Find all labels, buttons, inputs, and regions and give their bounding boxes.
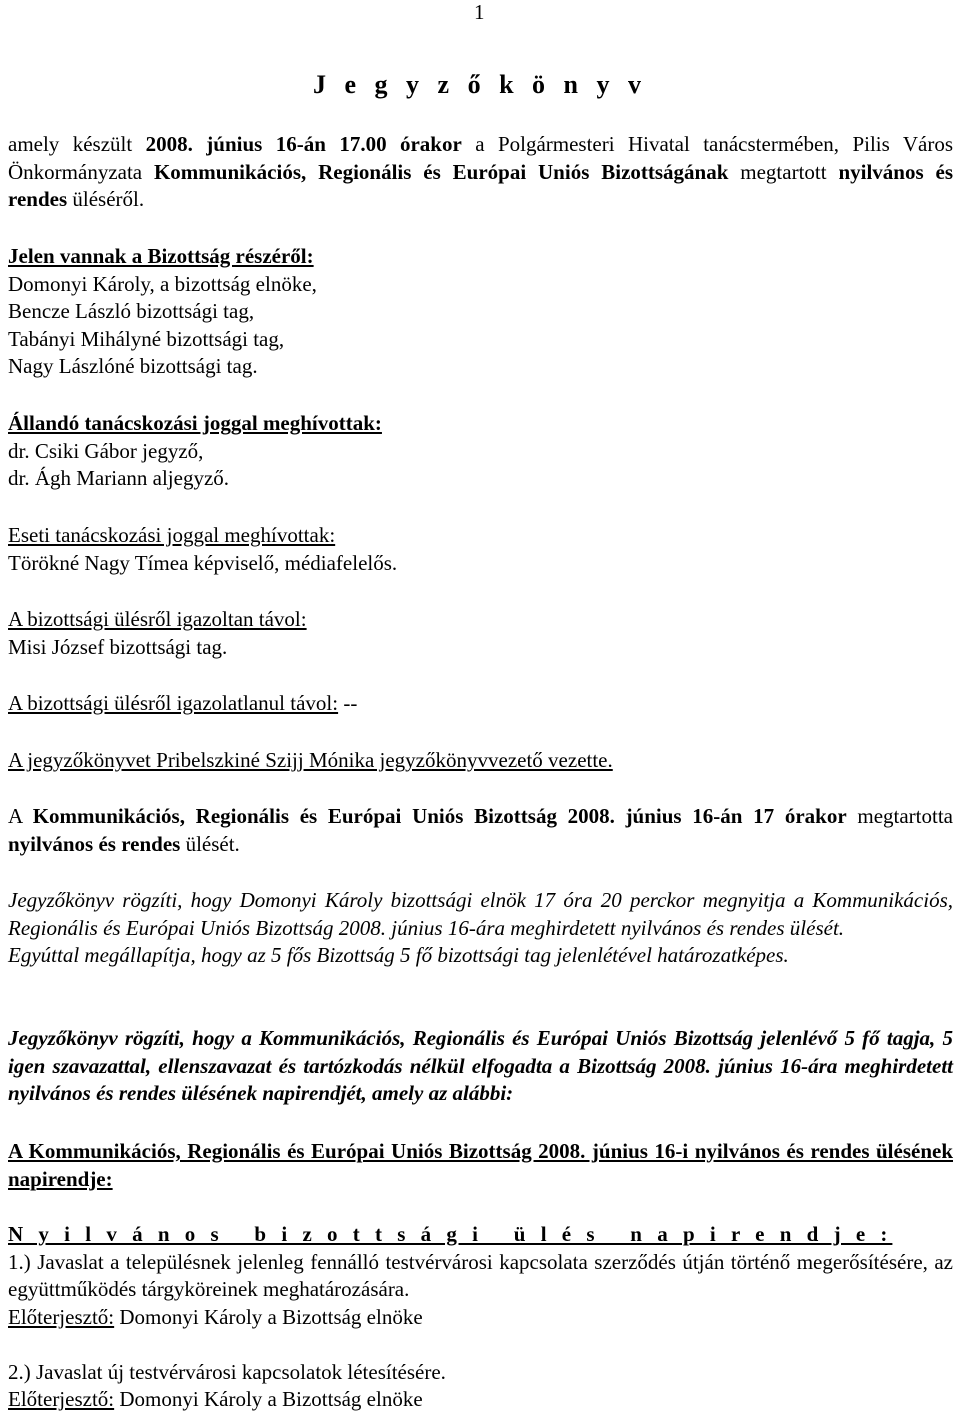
permanent-invitees-heading: Állandó tanácskozási joggal meghívottak: bbox=[8, 411, 382, 435]
unexcused-heading: A bizottsági ülésről igazolatlanul távol: bbox=[8, 691, 339, 715]
occasional-invitee: Törökné Nagy Tímea képviselő, médiafelelős. bbox=[8, 550, 398, 575]
agenda-adoption-paragraph: Jegyzőkönyv rögzíti, hogy a Kommunikációs, Regionális és Európai Uniós Bizottság jelenlévő 5 fő tagja, 5 igen szavazattal, ellenszavazat és tartózkodás nélkül elfogadta a Bizottság 2008. június 16-ára meghirdetett nyilvános és rendes ülésének napirendjét, amely az alábbi: bbox=[8, 1026, 953, 1105]
agenda-item-2: 2.) Javaslat új testvérvárosi kapcsolatok létesítésére. bbox=[8, 1359, 446, 1384]
present-member: Domonyi Károly, a bizottság elnöke, bbox=[8, 271, 317, 296]
permanent-invitee: dr. Csiki Gábor jegyző, bbox=[8, 438, 204, 463]
agenda-heading: N y i l v á n o s b i z o t t s á g i ü l é s n a p i r e n d j e : bbox=[8, 1222, 893, 1246]
opening-paragraph: Jegyzőkönyv rögzíti, hogy Domonyi Károly bizottsági elnök 17 óra 20 perckor megnyitja a Kommunikációs, Regionális és Európai Uniós Bizottság 2008. június 16-ára meghirdetett nyilvános és rendes ülését. Egyúttal megállapítja, hogy az 5 fős Bizottság 5 fő bizottsági tag jelenlétével határozatképes. bbox=[8, 888, 953, 967]
agenda-title: A Kommunikációs, Regionális és Európai Uniós Bizottság 2008. június 16-i nyilvános és rendes ülésének napirendje: bbox=[8, 1139, 953, 1191]
page-number: 1 bbox=[474, 0, 485, 24]
present-section bbox=[8, 243, 953, 381]
occasional-invitees-heading: Eseti tanácskozási joggal meghívottak: bbox=[8, 523, 336, 547]
present-member: Bencze László bizottsági tag, bbox=[8, 299, 255, 323]
permanent-invitees-section bbox=[8, 410, 953, 493]
excused-member: Misi József bizottsági tag. bbox=[8, 634, 228, 659]
intro-paragraph: amely készült 2008. június 16-án 17.00 órakor a Polgármesteri Hivatal tanácstermében, Pilis Város Önkormányzata Kommunikációs, Regionális és Európai Uniós Bizottságának megtartott nyilvános és rendes üléséről. bbox=[8, 132, 953, 211]
unexcused-value: -- bbox=[338, 691, 358, 715]
occasional-invitees-section bbox=[8, 522, 953, 577]
agenda-item-1-presenter: Előterjesztő: Domonyi Károly a Bizottság elnöke bbox=[8, 1304, 423, 1329]
recorder-line: A jegyzőkönyvet Pribelszkiné Szijj Mónika jegyzőkönyvvezető vezette. bbox=[8, 748, 613, 772]
present-heading: Jelen vannak a Bizottság részéről: bbox=[8, 244, 314, 268]
excused-heading: A bizottsági ülésről igazoltan távol: bbox=[8, 607, 307, 631]
agenda-item-1: 1.) Javaslat a településnek jelenleg fennálló testvérvárosi kapcsolata szerződés útján történő megerősítésére, az együttműködés tárgyköreinek meghatározására. bbox=[8, 1249, 953, 1301]
permanent-invitee: dr. Ágh Mariann aljegyző. bbox=[8, 466, 230, 490]
held-paragraph: A Kommunikációs, Regionális és Európai Uniós Bizottság 2008. június 16-án 17 órakor megtartotta nyilvános és rendes ülését. bbox=[8, 804, 953, 856]
present-member: Tabányi Mihályné bizottsági tag, bbox=[8, 326, 285, 351]
agenda-item-2-presenter: Előterjesztő: Domonyi Károly a Bizottság elnöke bbox=[8, 1387, 423, 1411]
agenda-section bbox=[8, 1221, 953, 1414]
unexcused-section bbox=[8, 690, 953, 718]
present-member: Nagy Lászlóné bizottsági tag. bbox=[8, 354, 258, 378]
excused-section bbox=[8, 606, 953, 661]
document-title: J e g y z ő k ö n y v bbox=[313, 70, 647, 99]
